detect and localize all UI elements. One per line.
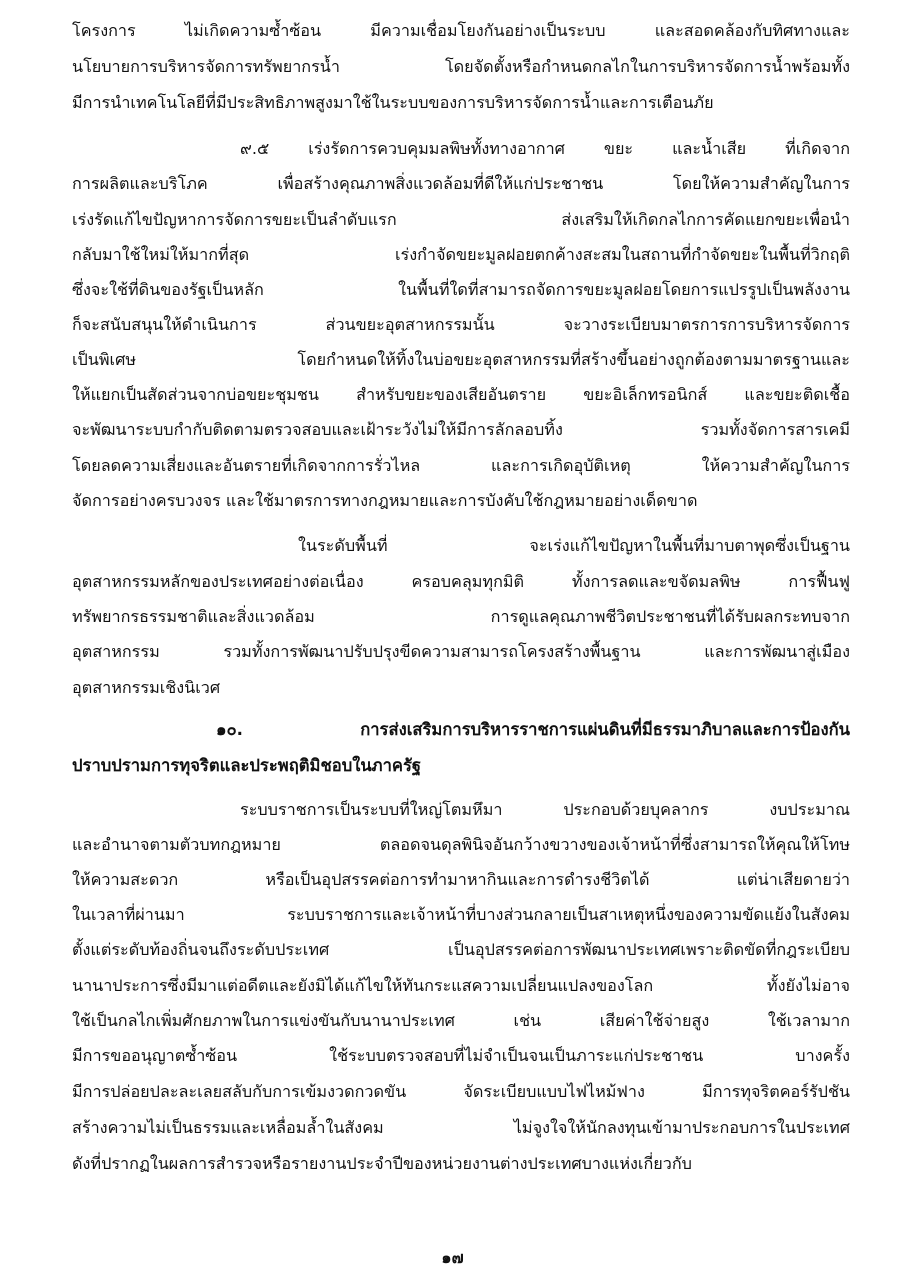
text-line: จัดการอย่างครบวงจร และใช้มาตรการทางกฎหมายและการบังคับใช้กฎหมายอย่างเด็ดขาด bbox=[72, 491, 698, 510]
text-line: ในระดับพื้นที่ จะเร่งแก้ไขปัญหาในพื้นที่มาบตาพุดซึ่งเป็นฐาน bbox=[298, 536, 850, 555]
text-line: อุตสาหกรรมหลักของประเทศอย่างต่อเนื่อง ครอบคลุมทุกมิติ ทั้งการลดและขจัดมลพิษ การฟื้นฟู bbox=[72, 572, 850, 591]
text-line: มีการขออนุญาตซ้ำซ้อน ใช้ระบบตรวจสอบที่ไม่จำเป็นจนเป็นภาระแก่ประชาชน บางครั้ง bbox=[72, 1046, 850, 1065]
text-line: นโยบายการบริหารจัดการทรัพยากรน้ำ โดยจัดตั้งหรือกำหนดกลไกในการบริหารจัดการน้ำพร้อมทั้ง bbox=[72, 57, 850, 76]
text-line: มีการนำเทคโนโลยีที่มีประสิทธิภาพสูงมาใช้ในระบบของการบริหารจัดการน้ำและการเตือนภัย bbox=[72, 93, 714, 112]
text-line: โดยลดความเสี่ยงและอันตรายที่เกิดจากการรั่วไหล และการเกิดอุบัติเหตุ ให้ความสำคัญในการ bbox=[72, 456, 850, 475]
text-line: อุตสาหกรรม รวมทั้งการพัฒนาปรับปรุงขีดความสามารถโครงสร้างพื้นฐาน และการพัฒนาสู่เมือง bbox=[72, 642, 850, 661]
text-line: จะพัฒนาระบบกำกับติดตามตรวจสอบและเฝ้าระวังไม่ให้มีการลักลอบทิ้ง รวมทั้งจัดการสารเคมี bbox=[72, 420, 850, 439]
page-number: ๑๗ bbox=[441, 1248, 464, 1267]
text-line: ซึ่งจะใช้ที่ดินของรัฐเป็นหลัก ในพื้นที่ใดที่สามารถจัดการขยะมูลฝอยโดยการแปรรูปเป็นพลังงาน bbox=[72, 280, 850, 299]
text-line: อุตสาหกรรมเชิงนิเวศ bbox=[72, 678, 221, 697]
text-line: ตั้งแต่ระดับท้องถิ่นจนถึงระดับประเทศ เป็นอุปสรรคต่อการพัฒนาประเทศเพราะติดขัดที่กฎระเบียบ bbox=[72, 940, 850, 959]
text-line: การผลิตและบริโภค เพื่อสร้างคุณภาพสิ่งแวดล้อมที่ดีให้แก่ประชาชน โดยให้ความสำคัญในการ bbox=[72, 174, 850, 193]
section-heading-line: ปราบปรามการทุจริตและประพฤติมิชอบในภาครัฐ bbox=[72, 756, 422, 775]
text-line: และอำนาจตามตัวบทกฎหมาย ตลอดจนดุลพินิจอันกว้างขวางของเจ้าหน้าที่ซึ่งสามารถให้คุณให้โทษ bbox=[72, 835, 850, 854]
text-line: มีการปล่อยปละละเลยสลับกับการเข้มงวดกวดขัน จัดระเบียบแบบไฟไหม้ฟาง มีการทุจริตคอร์รัปชัน bbox=[72, 1082, 850, 1101]
text-line: โครงการ ไม่เกิดความซ้ำซ้อน มีความเชื่อมโยงกันอย่างเป็นระบบ และสอดคล้องกับทิศทางและ bbox=[72, 21, 850, 40]
text-line: ระบบราชการเป็นระบบที่ใหญ่โตมหึมา ประกอบด้วยบุคลากร งบประมาณ bbox=[240, 800, 850, 819]
text-line: เร่งรัดแก้ไขปัญหาการจัดการขยะเป็นลำดับแรก ส่งเสริมให้เกิดกลไกการคัดแยกขยะเพื่อนำ bbox=[72, 210, 850, 229]
text-line: เป็นพิเศษ โดยกำหนดให้ทิ้งในบ่อขยะอุตสาหกรรมที่สร้างขึ้นอย่างถูกต้องตามมาตรฐานและ bbox=[72, 350, 850, 369]
text-line: กลับมาใช้ใหม่ให้มากที่สุด เร่งกำจัดขยะมูลฝอยตกค้างสะสมในสถานที่กำจัดขยะในพื้นที่วิกฤติ bbox=[72, 245, 850, 264]
text-line: ให้แยกเป็นสัดส่วนจากบ่อขยะชุมชน สำหรับขยะของเสียอันตราย ขยะอิเล็กทรอนิกส์ และขยะติดเชื้อ bbox=[72, 385, 850, 404]
text-line: ๙.๕ เร่งรัดการควบคุมมลพิษทั้งทางอากาศ ขยะ และน้ำเสีย ที่เกิดจาก bbox=[240, 139, 850, 158]
text-line: ให้ความสะดวก หรือเป็นอุปสรรคต่อการทำมาหากินและการดำรงชีวิตได้ แต่น่าเสียดายว่า bbox=[72, 870, 850, 889]
text-line: สร้างความไม่เป็นธรรมและเหลื่อมล้ำในสังคม ไม่จูงใจให้นักลงทุนเข้ามาประกอบการในประเทศ bbox=[72, 1118, 850, 1137]
text-line: นานาประการซึ่งมีมาแต่อดีตและยังมิได้แก้ไขให้ทันกระแสความเปลี่ยนแปลงของโลก ทั้งยังไม่อาจ bbox=[72, 976, 850, 995]
section-heading-line: ๑๐. การส่งเสริมการบริหารราชการแผ่นดินที่มีธรรมาภิบาลและการป้องกัน bbox=[216, 720, 850, 739]
text-line: ดังที่ปรากฏในผลการสำรวจหรือรายงานประจำปีของหน่วยงานต่างประเทศบางแห่งเกี่ยวกับ bbox=[72, 1154, 692, 1173]
text-line: ทรัพยากรธรรมชาติและสิ่งแวดล้อม การดูแลคุณภาพชีวิตประชาชนที่ได้รับผลกระทบจาก bbox=[72, 607, 850, 626]
text-line: ในเวลาที่ผ่านมา ระบบราชการและเจ้าหน้าที่บางส่วนกลายเป็นสาเหตุหนึ่งของความขัดแย้งในสังคม bbox=[72, 905, 850, 924]
text-line: ก็จะสนับสนุนให้ดำเนินการ ส่วนขยะอุตสาหกรรมนั้น จะวางระเบียบมาตรการการบริหารจัดการ bbox=[72, 315, 850, 334]
text-line: ใช้เป็นกลไกเพิ่มศักยภาพในการแข่งขันกับนานาประเทศ เช่น เสียค่าใช้จ่ายสูง ใช้เวลามาก bbox=[72, 1011, 850, 1030]
